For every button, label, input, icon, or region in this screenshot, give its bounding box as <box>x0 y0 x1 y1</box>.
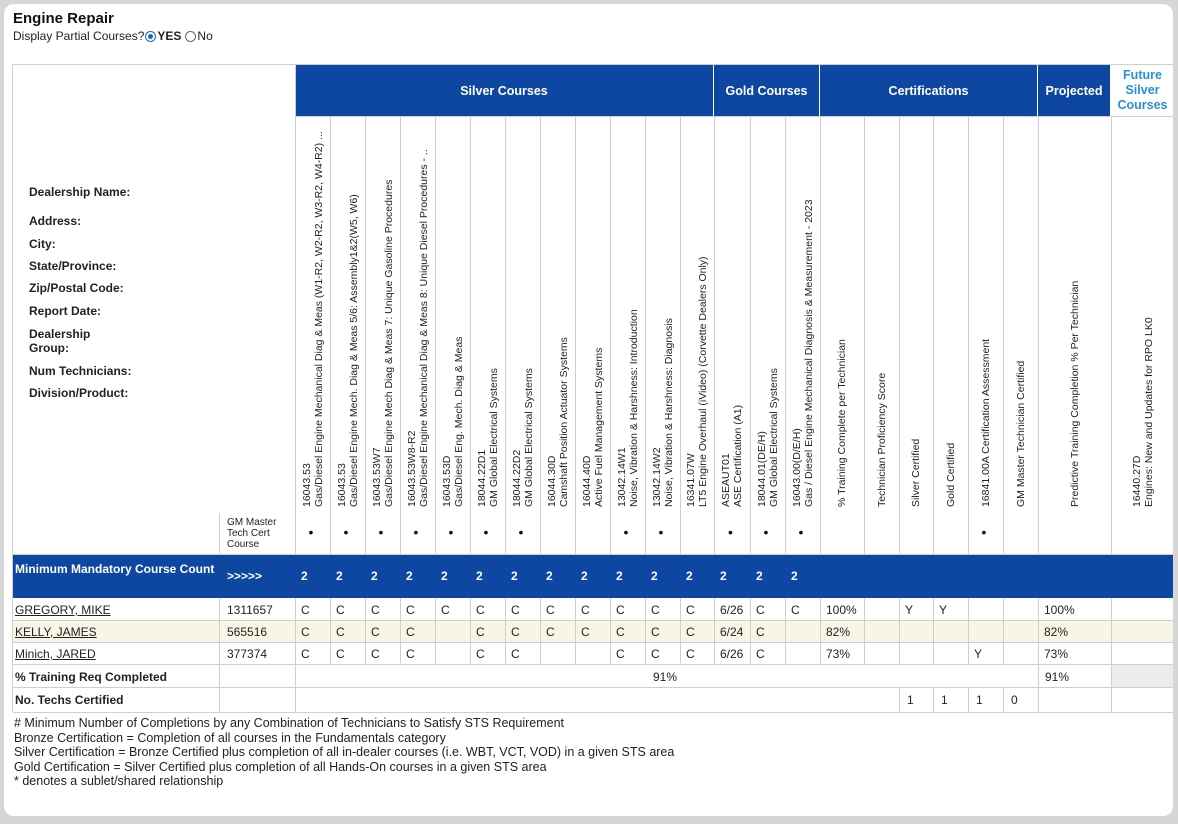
course-code: 16044.40D <box>580 455 593 507</box>
course-status-cell: C <box>371 647 380 661</box>
v-gridline <box>295 65 296 554</box>
v-gridline <box>505 117 506 554</box>
v-gridline <box>645 598 646 664</box>
column-header-text: GM Master Technician Certified <box>1014 360 1027 507</box>
mandatory-count: 2 <box>441 569 448 583</box>
v-gridline <box>610 117 611 554</box>
course-status-cell: C <box>336 625 345 639</box>
v-gridline <box>295 598 296 712</box>
v-gridline <box>785 598 786 664</box>
mandatory-count: 2 <box>651 569 658 583</box>
h-gridline <box>13 620 1173 621</box>
v-gridline <box>864 117 865 554</box>
course-title: Gas/Diesel Engine Mechanical Diag & Meas 8: Unique Diesel Procedures - .. <box>417 149 430 507</box>
column-header-text: Silver Certified <box>910 438 922 507</box>
master-cert-dot: • <box>981 524 987 540</box>
radio-yes[interactable] <box>145 31 156 42</box>
column-header-text <box>720 405 744 507</box>
report-frame <box>4 4 1173 816</box>
partial-label: Display Partial Courses? <box>13 29 145 43</box>
v-gridline <box>968 598 969 664</box>
course-code: 16043.00(D/E/H) <box>790 428 803 507</box>
h-gridline <box>13 664 1173 665</box>
column-header-text <box>616 309 640 507</box>
column-header-text <box>756 368 780 507</box>
h-gridline <box>13 642 1173 643</box>
course-status-cell: C <box>511 625 520 639</box>
course-status-cell: C <box>756 625 765 639</box>
greyed-cell <box>1112 665 1173 687</box>
group-header-projected: Projected <box>1038 65 1111 117</box>
course-status-cell: C <box>651 625 660 639</box>
course-status-cell: 82% <box>826 625 851 639</box>
mandatory-arrow: >>>>> <box>227 569 263 583</box>
course-code: 16341.07W <box>685 453 697 507</box>
course-title: ASE Certification (A1) <box>732 404 744 507</box>
column-header-text <box>546 337 570 507</box>
course-title: Gas/Diesel Engine Mech Diag & Meas 7: Unique Gasoline Procedures <box>382 179 395 507</box>
course-status-cell: C <box>651 647 660 661</box>
mandatory-count: 2 <box>616 569 623 583</box>
v-gridline <box>400 598 401 664</box>
v-gridline <box>540 598 541 664</box>
group-header-gold: Gold Courses <box>714 65 820 117</box>
dealer-info-label: Division/Product: <box>29 386 129 400</box>
course-status-cell: C <box>476 647 485 661</box>
course-code: 16043.53W7 <box>370 447 383 507</box>
course-code: 16044.30D <box>545 455 558 507</box>
master-cert-label: GM Master Tech Cert Course <box>227 517 277 550</box>
column-header-text <box>651 318 675 507</box>
course-status-cell: C <box>686 625 695 639</box>
course-code: 16440.27D <box>1131 455 1143 507</box>
radio-yes-label[interactable]: YES <box>157 29 182 43</box>
course-code: 18044.01(DE/H) <box>755 431 768 507</box>
column-header-text <box>511 368 535 507</box>
v-gridline <box>1003 598 1004 664</box>
master-cert-dot: • <box>413 524 419 540</box>
dealer-info-label: Dealership Name: <box>29 185 131 199</box>
column-header-text: 16841.00A Certification Assessment <box>979 338 992 507</box>
dealer-info-label: Address: <box>29 214 82 228</box>
course-status-cell: Y <box>939 603 948 617</box>
master-cert-dot: • <box>483 524 489 540</box>
course-title: Noise, Vibration & Harshness: Introduction <box>627 309 640 507</box>
course-status-cell: C <box>791 603 800 617</box>
course-status-cell: C <box>546 603 555 617</box>
v-gridline <box>219 598 220 712</box>
dealer-info-label: Dealership Group: <box>29 327 91 355</box>
course-status-cell: C <box>651 603 660 617</box>
v-gridline <box>1111 117 1112 554</box>
dealer-info-label: Report Date: <box>29 304 102 318</box>
v-gridline <box>400 117 401 554</box>
mandatory-count: 2 <box>720 569 727 583</box>
course-status-cell: 6/24 <box>720 625 744 639</box>
v-gridline <box>820 598 821 664</box>
v-gridline <box>1038 117 1039 554</box>
footnote-line: Bronze Certification = Completion of all courses in the Fundamentals category <box>14 730 446 745</box>
v-gridline <box>1003 117 1004 554</box>
column-header-text <box>1131 317 1155 507</box>
course-code: 16043.53D <box>440 455 453 507</box>
mandatory-label: Minimum Mandatory Course Count <box>15 562 215 576</box>
certified-count: 1 <box>907 693 914 707</box>
v-gridline <box>714 598 715 664</box>
v-gridline <box>820 117 821 554</box>
v-gridline <box>785 117 786 554</box>
row-stripe <box>13 620 1173 642</box>
master-cert-dot: • <box>658 524 664 540</box>
course-status-cell: C <box>371 625 380 639</box>
mandatory-count: 2 <box>791 569 798 583</box>
v-gridline <box>933 687 934 712</box>
course-status-cell: C <box>406 603 415 617</box>
v-gridline <box>1111 598 1112 664</box>
course-code: 18044.22D1 <box>475 449 488 507</box>
column-header-text <box>406 149 430 507</box>
master-cert-dot: • <box>763 524 769 540</box>
mandatory-count: 2 <box>756 569 763 583</box>
v-gridline <box>435 598 436 664</box>
dealer-info-label: Num Technicians: <box>29 364 132 378</box>
course-code: 13042.14W1 <box>615 447 628 507</box>
course-title: Gas/Diesel Engine Mechanical Diag & Meas (W1-R2, W2-R2, W3-R2, W4-R2) ... <box>312 131 325 507</box>
certified-count: 1 <box>976 693 983 707</box>
column-header-text <box>441 337 465 507</box>
mandatory-count: 2 <box>371 569 378 583</box>
training-completed-label: % Training Req Completed <box>15 670 168 684</box>
technician-id: 1311657 <box>227 603 273 617</box>
course-status-cell: C <box>476 603 485 617</box>
radio-no[interactable] <box>185 31 196 42</box>
course-status-cell: C <box>406 625 415 639</box>
v-gridline <box>750 117 751 554</box>
course-status-cell: C <box>441 603 450 617</box>
v-gridline <box>540 117 541 554</box>
course-code: ASEAUT01 <box>720 453 732 507</box>
mandatory-count: 2 <box>336 569 343 583</box>
footnote-line: # Minimum Number of Completions by any Combination of Technicians to Satisfy STS Requirement <box>14 716 565 730</box>
course-status-cell: C <box>301 625 310 639</box>
master-cert-dot: • <box>378 524 384 540</box>
technician-id: 565516 <box>227 625 268 639</box>
v-gridline <box>750 598 751 664</box>
v-gridline <box>899 117 900 554</box>
course-status-cell: C <box>616 603 625 617</box>
v-gridline <box>680 598 681 664</box>
v-gridline <box>470 598 471 664</box>
master-cert-dot: • <box>518 524 524 540</box>
course-status-cell: C <box>581 603 590 617</box>
mandatory-count: 2 <box>476 569 483 583</box>
v-gridline <box>1038 598 1039 664</box>
column-header-text: Technician Proficiency Score <box>875 372 888 507</box>
v-gridline <box>968 117 969 554</box>
column-header-text <box>581 348 605 507</box>
v-gridline <box>680 117 681 554</box>
v-gridline <box>575 598 576 664</box>
column-header-text: Predictive Training Completion % Per Technician <box>1068 280 1081 507</box>
course-title: GM Global Electrical Systems <box>487 368 500 507</box>
v-gridline <box>470 117 471 554</box>
column-header-text <box>371 180 395 507</box>
v-gridline <box>219 513 220 554</box>
training-completed-value: 91% <box>653 670 678 684</box>
v-gridline <box>1003 687 1004 712</box>
course-status-cell: C <box>476 625 485 639</box>
footnote-line: Gold Certification = Silver Certified plus completion of all Hands-On courses in a given STS area <box>14 759 547 774</box>
course-code: 16043.53 <box>335 463 348 507</box>
course-code: 16043.53 <box>300 463 313 507</box>
course-title: Noise, Vibration & Harshness: Diagnosis <box>662 318 675 507</box>
mandatory-count: 2 <box>301 569 308 583</box>
technician-id: 377374 <box>227 647 268 661</box>
master-cert-dot: • <box>308 524 314 540</box>
dealer-info-label: City: <box>29 237 56 251</box>
v-gridline <box>330 598 331 664</box>
master-cert-dot: • <box>623 524 629 540</box>
technician-name-link[interactable]: KELLY, JAMES <box>15 625 97 639</box>
course-status-cell: C <box>616 647 625 661</box>
course-status-cell: C <box>511 647 520 661</box>
course-title: Gas/Diesel Eng. Mech. Diag & Meas <box>452 336 465 507</box>
mandatory-count: 2 <box>511 569 518 583</box>
course-status-cell: C <box>581 625 590 639</box>
group-header-certifications: Certifications <box>820 65 1038 117</box>
v-gridline <box>864 598 865 664</box>
radio-no-label[interactable]: No <box>197 29 213 43</box>
course-status-cell: C <box>301 603 310 617</box>
mandatory-count: 2 <box>546 569 553 583</box>
course-status-cell: 73% <box>1044 647 1069 661</box>
certified-count: 1 <box>941 693 948 707</box>
projected-completed-value: 91% <box>1045 670 1070 684</box>
course-title: Engines: New and Updates for RPO LK0 <box>1143 317 1155 507</box>
course-status-cell: 82% <box>1044 625 1069 639</box>
group-header-silver: Silver Courses <box>295 65 714 117</box>
technician-name-link[interactable]: Minich, JARED <box>15 647 96 661</box>
column-header-text <box>685 256 709 507</box>
course-status-cell: C <box>301 647 310 661</box>
master-cert-dot: • <box>798 524 804 540</box>
v-gridline <box>365 117 366 554</box>
h-gridline <box>13 712 1173 713</box>
v-gridline <box>505 598 506 664</box>
mandatory-count: 2 <box>686 569 693 583</box>
master-cert-dot: • <box>343 524 349 540</box>
course-status-cell: 100% <box>1044 603 1075 617</box>
mandatory-count: 2 <box>581 569 588 583</box>
column-header-text <box>476 368 500 507</box>
v-gridline <box>899 687 900 712</box>
technician-name-link[interactable]: GREGORY, MIKE <box>15 603 111 617</box>
course-status-cell: C <box>406 647 415 661</box>
course-title: Active Fuel Management Systems <box>592 347 605 507</box>
course-status-cell: C <box>546 625 555 639</box>
column-header-text <box>791 199 815 507</box>
dealer-info-label: Zip/Postal Code: <box>29 281 124 295</box>
footnote-line: Silver Certification = Bronze Certified plus completion of all in-dealer courses (i.e. WBT, VCT, VOD) in a given STS area <box>14 745 675 760</box>
course-status-cell: Y <box>905 603 914 617</box>
course-title: LT5 Engine Overhaul (iVideo) (Corvette Dealers Only) <box>697 256 709 507</box>
course-status-cell: 100% <box>826 603 857 617</box>
column-header-text <box>301 131 325 507</box>
course-title: Gas / Diesel Engine Mechanical Diagnosis & Measurement - 2023 <box>802 199 815 507</box>
course-status-cell: C <box>686 603 695 617</box>
course-title: Gas/Diesel Engine Mech. Diag & Meas 5/6: Assembly1&2(W5, W6) <box>347 194 360 507</box>
v-gridline <box>610 598 611 664</box>
course-status-cell: 6/26 <box>720 603 744 617</box>
page-title: Engine Repair <box>13 10 114 27</box>
v-gridline <box>933 598 934 664</box>
course-status-cell: C <box>686 647 695 661</box>
column-header-text: Gold Certified <box>944 442 957 507</box>
partial-courses-toggle <box>13 29 213 43</box>
mandatory-count: 2 <box>406 569 413 583</box>
course-status-cell: 6/26 <box>720 647 744 661</box>
course-title: Camshaft Position Actuator Systems <box>557 337 570 507</box>
v-gridline <box>714 117 715 554</box>
footnote-line: * denotes a sublet/shared relationship <box>14 774 224 789</box>
course-status-cell: 73% <box>826 647 851 661</box>
v-gridline <box>435 117 436 554</box>
course-status-cell: C <box>616 625 625 639</box>
master-cert-dot: • <box>448 524 454 540</box>
mandatory-count-bar <box>13 554 1173 598</box>
course-status-cell: C <box>336 603 345 617</box>
certified-count: 0 <box>1011 693 1018 707</box>
v-gridline <box>575 117 576 554</box>
course-status-cell: Y <box>974 647 983 661</box>
v-gridline <box>899 598 900 664</box>
h-gridline <box>13 687 1173 688</box>
group-header-future-silver: Future Silver Courses <box>1111 65 1173 117</box>
v-gridline <box>933 117 934 554</box>
course-title: GM Global Electrical Systems <box>522 368 535 507</box>
course-code: 16043.53W8-R2 <box>405 430 418 507</box>
techs-certified-label: No. Techs Certified <box>15 693 124 707</box>
course-title: GM Global Electrical Systems <box>767 368 780 507</box>
dealer-info-label: State/Province: <box>29 259 117 273</box>
v-gridline <box>330 117 331 554</box>
course-status-cell: C <box>511 603 520 617</box>
column-header-text <box>336 194 360 507</box>
course-status-cell: C <box>371 603 380 617</box>
course-code: 13042.14W2 <box>650 447 663 507</box>
course-status-cell: C <box>756 647 765 661</box>
master-cert-dot: • <box>728 524 733 540</box>
column-header-text: % Training Complete per Technician <box>836 339 848 507</box>
v-gridline <box>968 687 969 712</box>
course-code: 18044.22D2 <box>510 449 523 507</box>
v-gridline <box>1038 664 1039 712</box>
v-gridline <box>645 117 646 554</box>
h-gridline <box>13 554 1173 555</box>
course-grid <box>12 64 1173 712</box>
v-gridline <box>365 598 366 664</box>
course-status-cell: C <box>756 603 765 617</box>
course-status-cell: C <box>336 647 345 661</box>
